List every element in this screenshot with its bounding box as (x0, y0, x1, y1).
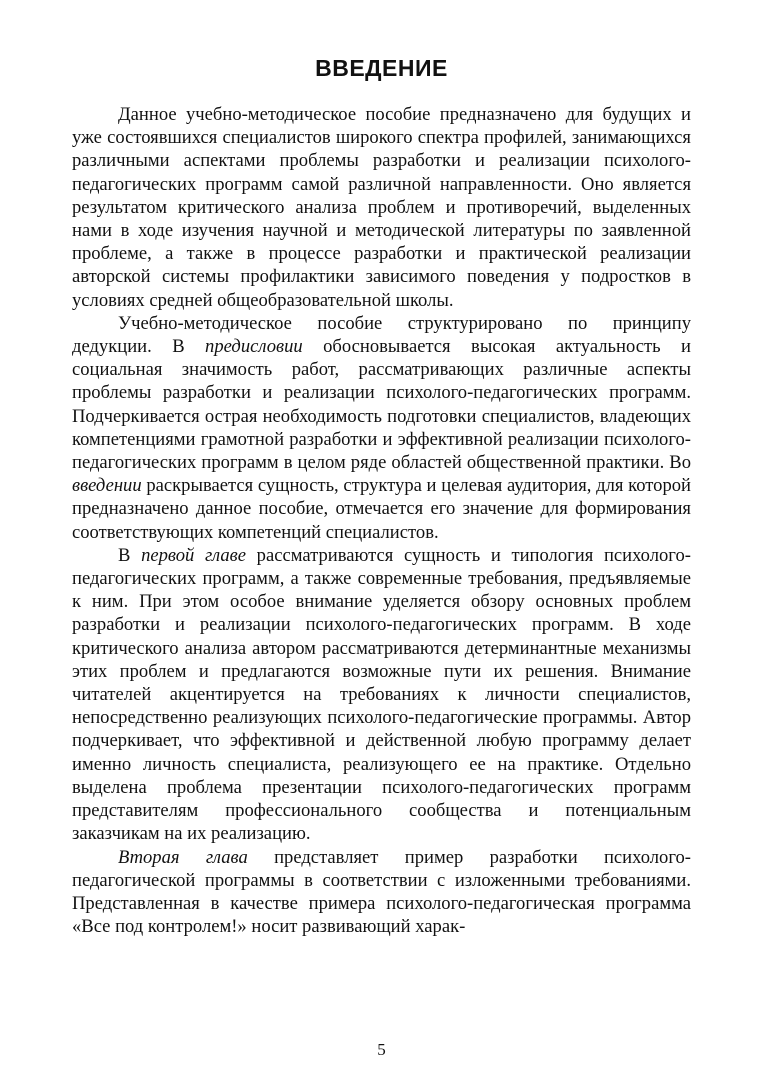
paragraph-3 (72, 544, 691, 846)
page-number: 5 (377, 1040, 386, 1059)
paragraph-1: Данное учебно-методическое пособие предназначено для будущих и уже состоявшихся специалистов широкого спектра профилей, занимающихся различными аспектами проблемы разработки и реализации психолого-педагогических программ самой различной направленности. Оно является результатом критического анализа проблем и противоречий, выделенных нами в ходе изучения научной и методической литературы по заявленной проблеме, а также в процессе разработки и практической реализации авторской системы профилактики зависимого поведения у подростков в условиях средней общеобразовательной школы. (72, 104, 691, 311)
page-content (72, 52, 691, 938)
paragraph-2-emphasis-preface: предисловии (205, 336, 303, 358)
paragraph-4 (72, 846, 691, 939)
paragraph-3-emphasis-first-chapter: первой главе (141, 544, 246, 566)
paragraph-4-emphasis-second-chapter: Вторая глава (118, 846, 248, 868)
paragraph-4-text-1: представляет пример разработки психолого-педагогической программы в соответствии с изложенными требованиями. Представленная в качестве примера психолого-педагогическая программа «Все под контролем!» носит развивающий харак- (72, 846, 692, 938)
paragraph-2-emphasis-introduction: введении (72, 475, 142, 497)
paragraph-2 (72, 312, 691, 544)
paragraph-2-text-3: раскрывается сущность, структура и целевая аудитория, для которой предназначено данное пособие, отмечается его значение для формирования соответствующих компетенций специалистов. (72, 475, 691, 543)
paragraph-3-text-2: рассматриваются сущность и типология психолого-педагогических программ, а также современные требования, предъявляемые к ним. При этом особое внимание уделяется обзору основных проблем разработки и реализации психолого-педагогических программ. В ходе критического анализа автором рассматриваются детерминантные механизмы этих проблем и предлагаются возможные пути их решения. Внимание читателей акцентируется на требованиях к личности специалистов, непосредственно реализующих психолого-педагогические программы. Автор подчеркивает, что эффективной и действенной любую программу делает именно личность специалиста, реализующего ее на практике. Отдельно выделена проблема презентации психолого-педагогических программ представителям профессионального сообщества и потенциальным заказчикам на их реализацию. (72, 544, 691, 845)
chapter-title: ВВЕДЕНИЕ (315, 55, 448, 81)
paragraph-2-text-1: Учебно-методическое пособие структурировано по принципу дедукции. В (72, 312, 691, 358)
paragraph-2-text-2: обосновывается высокая актуальность и социальная значимость работ, рассматривающих различные аспекты проблемы разработки и реализации психолого-педагогических программ. Подчеркивается острая необходимость подготовки специалистов, владеющих компетенциями грамотной разработки и эффективной реализации психолого-педагогических программ в целом ряде областей общественной практики. Во (72, 336, 691, 474)
paragraph-3-text-1: В (118, 544, 142, 566)
